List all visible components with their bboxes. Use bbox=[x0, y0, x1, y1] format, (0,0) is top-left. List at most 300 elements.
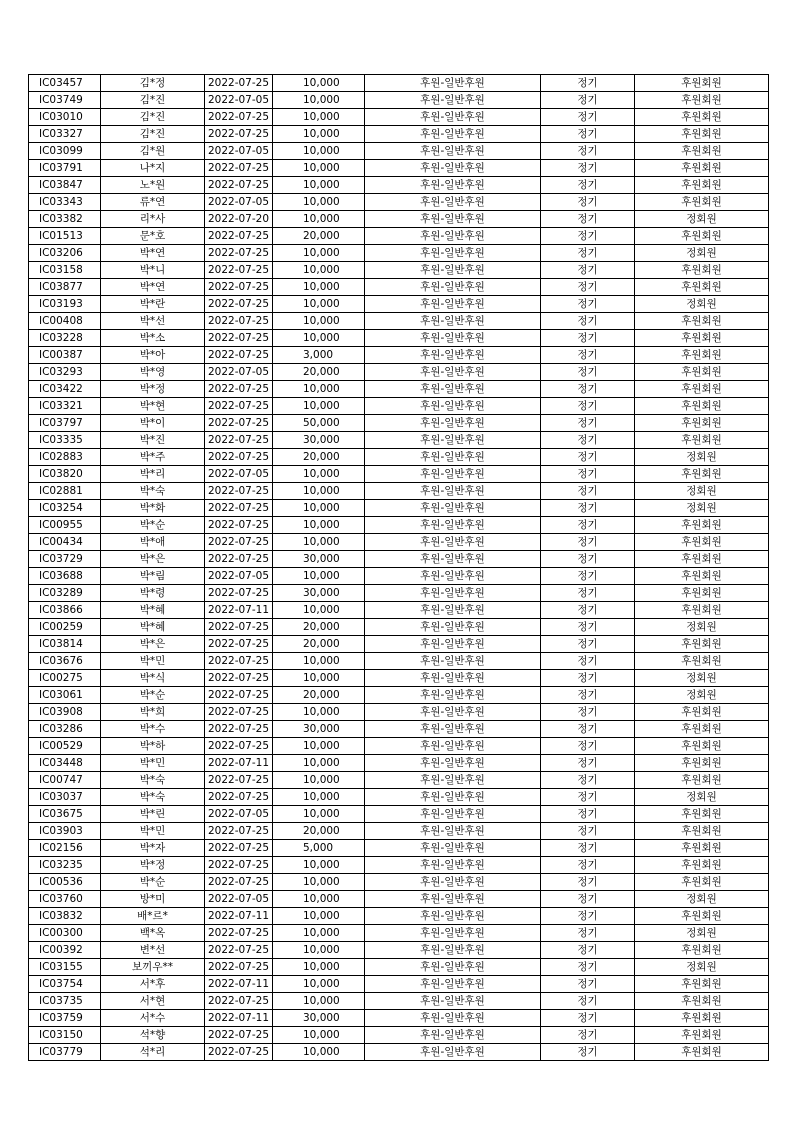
donation-frequency-cell: 정기 bbox=[541, 449, 635, 466]
table-row bbox=[29, 517, 769, 534]
member-grade-cell: 정회원 bbox=[635, 687, 769, 704]
donor-id-cell: IC00259 bbox=[29, 619, 101, 636]
donor-name-cell: 박*은 bbox=[101, 551, 205, 568]
donation-type-cell: 후원-일반후원 bbox=[365, 449, 541, 466]
donation-type-cell: 후원-일반후원 bbox=[365, 92, 541, 109]
donor-name-cell: 박*령 bbox=[101, 585, 205, 602]
donor-id-cell: IC03866 bbox=[29, 602, 101, 619]
donation-amount-cell: 10,000 bbox=[273, 177, 365, 194]
table-row bbox=[29, 602, 769, 619]
donation-frequency-cell: 정기 bbox=[541, 415, 635, 432]
donation-date-cell: 2022-07-25 bbox=[205, 585, 273, 602]
member-grade-cell: 정회원 bbox=[635, 296, 769, 313]
donation-type-cell: 후원-일반후원 bbox=[365, 840, 541, 857]
donation-frequency-cell: 정기 bbox=[541, 891, 635, 908]
donation-frequency-cell: 정기 bbox=[541, 636, 635, 653]
donation-type-cell: 후원-일반후원 bbox=[365, 296, 541, 313]
member-grade-cell: 정회원 bbox=[635, 670, 769, 687]
donation-frequency-cell: 정기 bbox=[541, 483, 635, 500]
donation-date-cell: 2022-07-25 bbox=[205, 109, 273, 126]
donor-id-cell: IC03760 bbox=[29, 891, 101, 908]
member-grade-cell: 후원회원 bbox=[635, 143, 769, 160]
donor-id-cell: IC03877 bbox=[29, 279, 101, 296]
donation-type-cell: 후원-일반후원 bbox=[365, 636, 541, 653]
donor-name-cell: 석*향 bbox=[101, 1027, 205, 1044]
member-grade-cell: 후원회원 bbox=[635, 1044, 769, 1061]
donation-amount-cell: 10,000 bbox=[273, 1027, 365, 1044]
donation-frequency-cell: 정기 bbox=[541, 398, 635, 415]
donation-amount-cell: 10,000 bbox=[273, 245, 365, 262]
donation-type-cell: 후원-일반후원 bbox=[365, 347, 541, 364]
donation-amount-cell: 10,000 bbox=[273, 857, 365, 874]
donor-name-cell: 백*옥 bbox=[101, 925, 205, 942]
donation-amount-cell: 30,000 bbox=[273, 721, 365, 738]
donation-amount-cell: 10,000 bbox=[273, 755, 365, 772]
donor-id-cell: IC03289 bbox=[29, 585, 101, 602]
donation-frequency-cell: 정기 bbox=[541, 381, 635, 398]
member-grade-cell: 후원회원 bbox=[635, 415, 769, 432]
donation-amount-cell: 20,000 bbox=[273, 364, 365, 381]
donation-frequency-cell: 정기 bbox=[541, 908, 635, 925]
table-row bbox=[29, 823, 769, 840]
member-grade-cell: 정회원 bbox=[635, 483, 769, 500]
donation-frequency-cell: 정기 bbox=[541, 857, 635, 874]
donation-type-cell: 후원-일반후원 bbox=[365, 959, 541, 976]
donation-amount-cell: 10,000 bbox=[273, 126, 365, 143]
member-grade-cell: 후원회원 bbox=[635, 347, 769, 364]
table-row bbox=[29, 449, 769, 466]
table-row bbox=[29, 942, 769, 959]
donor-id-cell: IC03908 bbox=[29, 704, 101, 721]
donor-name-cell: 박*영 bbox=[101, 364, 205, 381]
donation-amount-cell: 10,000 bbox=[273, 891, 365, 908]
donation-amount-cell: 10,000 bbox=[273, 874, 365, 891]
donor-id-cell: IC03150 bbox=[29, 1027, 101, 1044]
table-row bbox=[29, 92, 769, 109]
donation-amount-cell: 10,000 bbox=[273, 92, 365, 109]
donation-amount-cell: 20,000 bbox=[273, 636, 365, 653]
donor-id-cell: IC00300 bbox=[29, 925, 101, 942]
member-grade-cell: 후원회원 bbox=[635, 534, 769, 551]
table-row bbox=[29, 993, 769, 1010]
donor-id-cell: IC00747 bbox=[29, 772, 101, 789]
donation-type-cell: 후원-일반후원 bbox=[365, 75, 541, 92]
donation-amount-cell: 30,000 bbox=[273, 432, 365, 449]
table-row bbox=[29, 398, 769, 415]
donation-date-cell: 2022-07-25 bbox=[205, 517, 273, 534]
member-grade-cell: 후원회원 bbox=[635, 993, 769, 1010]
donation-amount-cell: 10,000 bbox=[273, 109, 365, 126]
donation-date-cell: 2022-07-25 bbox=[205, 721, 273, 738]
member-grade-cell: 후원회원 bbox=[635, 517, 769, 534]
donation-amount-cell: 20,000 bbox=[273, 823, 365, 840]
donation-frequency-cell: 정기 bbox=[541, 806, 635, 823]
donor-id-cell: IC03754 bbox=[29, 976, 101, 993]
donation-date-cell: 2022-07-25 bbox=[205, 398, 273, 415]
donation-frequency-cell: 정기 bbox=[541, 993, 635, 1010]
donation-frequency-cell: 정기 bbox=[541, 976, 635, 993]
donor-name-cell: 박*연 bbox=[101, 245, 205, 262]
donation-date-cell: 2022-07-25 bbox=[205, 415, 273, 432]
donation-amount-cell: 10,000 bbox=[273, 330, 365, 347]
donor-name-cell: 박*민 bbox=[101, 755, 205, 772]
member-grade-cell: 후원회원 bbox=[635, 942, 769, 959]
table-row bbox=[29, 177, 769, 194]
donation-frequency-cell: 정기 bbox=[541, 1010, 635, 1027]
donation-date-cell: 2022-07-25 bbox=[205, 670, 273, 687]
table-row bbox=[29, 381, 769, 398]
donation-type-cell: 후원-일반후원 bbox=[365, 109, 541, 126]
donation-amount-cell: 10,000 bbox=[273, 143, 365, 160]
member-grade-cell: 정회원 bbox=[635, 959, 769, 976]
donation-date-cell: 2022-07-11 bbox=[205, 908, 273, 925]
donor-id-cell: IC03037 bbox=[29, 789, 101, 806]
member-grade-cell: 후원회원 bbox=[635, 585, 769, 602]
donor-id-cell: IC03286 bbox=[29, 721, 101, 738]
donation-type-cell: 후원-일반후원 bbox=[365, 738, 541, 755]
donor-name-cell: 박*소 bbox=[101, 330, 205, 347]
donation-frequency-cell: 정기 bbox=[541, 432, 635, 449]
donor-id-cell: IC00392 bbox=[29, 942, 101, 959]
donation-frequency-cell: 정기 bbox=[541, 568, 635, 585]
donor-id-cell: IC03061 bbox=[29, 687, 101, 704]
donation-date-cell: 2022-07-05 bbox=[205, 891, 273, 908]
donor-name-cell: 박*혜 bbox=[101, 602, 205, 619]
donation-frequency-cell: 정기 bbox=[541, 330, 635, 347]
donation-date-cell: 2022-07-05 bbox=[205, 92, 273, 109]
table-row bbox=[29, 738, 769, 755]
donation-amount-cell: 10,000 bbox=[273, 75, 365, 92]
donation-frequency-cell: 정기 bbox=[541, 1044, 635, 1061]
member-grade-cell: 후원회원 bbox=[635, 976, 769, 993]
donation-type-cell: 후원-일반후원 bbox=[365, 925, 541, 942]
table-row bbox=[29, 687, 769, 704]
donation-type-cell: 후원-일반후원 bbox=[365, 585, 541, 602]
donation-date-cell: 2022-07-25 bbox=[205, 483, 273, 500]
donor-name-cell: 박*연 bbox=[101, 279, 205, 296]
donor-id-cell: IC03797 bbox=[29, 415, 101, 432]
table-row bbox=[29, 279, 769, 296]
table-row bbox=[29, 976, 769, 993]
donor-name-cell: 박*혜 bbox=[101, 619, 205, 636]
donation-type-cell: 후원-일반후원 bbox=[365, 534, 541, 551]
donation-frequency-cell: 정기 bbox=[541, 466, 635, 483]
member-grade-cell: 후원회원 bbox=[635, 823, 769, 840]
donation-type-cell: 후원-일반후원 bbox=[365, 177, 541, 194]
donor-name-cell: 석*리 bbox=[101, 1044, 205, 1061]
member-grade-cell: 후원회원 bbox=[635, 177, 769, 194]
donor-name-cell: 박*희 bbox=[101, 704, 205, 721]
donor-name-cell: 김*진 bbox=[101, 109, 205, 126]
donation-amount-cell: 10,000 bbox=[273, 194, 365, 211]
donation-frequency-cell: 정기 bbox=[541, 823, 635, 840]
donation-amount-cell: 20,000 bbox=[273, 687, 365, 704]
table-row bbox=[29, 1010, 769, 1027]
donor-id-cell: IC02883 bbox=[29, 449, 101, 466]
table-row bbox=[29, 313, 769, 330]
donation-frequency-cell: 정기 bbox=[541, 704, 635, 721]
donation-frequency-cell: 정기 bbox=[541, 143, 635, 160]
member-grade-cell: 후원회원 bbox=[635, 364, 769, 381]
donation-date-cell: 2022-07-25 bbox=[205, 551, 273, 568]
donation-type-cell: 후원-일반후원 bbox=[365, 126, 541, 143]
donation-date-cell: 2022-07-25 bbox=[205, 245, 273, 262]
donation-type-cell: 후원-일반후원 bbox=[365, 279, 541, 296]
table-row bbox=[29, 347, 769, 364]
donation-frequency-cell: 정기 bbox=[541, 296, 635, 313]
donation-amount-cell: 10,000 bbox=[273, 483, 365, 500]
member-grade-cell: 후원회원 bbox=[635, 636, 769, 653]
member-grade-cell: 후원회원 bbox=[635, 126, 769, 143]
donor-id-cell: IC03735 bbox=[29, 993, 101, 1010]
donation-amount-cell: 10,000 bbox=[273, 942, 365, 959]
donor-id-cell: IC00529 bbox=[29, 738, 101, 755]
donation-amount-cell: 10,000 bbox=[273, 908, 365, 925]
donation-amount-cell: 10,000 bbox=[273, 789, 365, 806]
donor-name-cell: 박*순 bbox=[101, 687, 205, 704]
donation-frequency-cell: 정기 bbox=[541, 959, 635, 976]
donor-name-cell: 박*주 bbox=[101, 449, 205, 466]
donation-amount-cell: 10,000 bbox=[273, 398, 365, 415]
donation-date-cell: 2022-07-25 bbox=[205, 789, 273, 806]
donation-type-cell: 후원-일반후원 bbox=[365, 976, 541, 993]
member-grade-cell: 후원회원 bbox=[635, 1027, 769, 1044]
donation-frequency-cell: 정기 bbox=[541, 109, 635, 126]
donor-id-cell: IC03814 bbox=[29, 636, 101, 653]
donation-date-cell: 2022-07-25 bbox=[205, 75, 273, 92]
table-row bbox=[29, 228, 769, 245]
donation-type-cell: 후원-일반후원 bbox=[365, 432, 541, 449]
donor-name-cell: 박*민 bbox=[101, 653, 205, 670]
table-row bbox=[29, 636, 769, 653]
donor-id-cell: IC00434 bbox=[29, 534, 101, 551]
table-row bbox=[29, 874, 769, 891]
donation-amount-cell: 10,000 bbox=[273, 211, 365, 228]
donation-date-cell: 2022-07-25 bbox=[205, 313, 273, 330]
donor-name-cell: 김*정 bbox=[101, 75, 205, 92]
member-grade-cell: 정회원 bbox=[635, 925, 769, 942]
donor-name-cell: 김*진 bbox=[101, 92, 205, 109]
donor-id-cell: IC03254 bbox=[29, 500, 101, 517]
donation-date-cell: 2022-07-25 bbox=[205, 381, 273, 398]
donor-name-cell: 박*정 bbox=[101, 857, 205, 874]
donor-id-cell: IC03457 bbox=[29, 75, 101, 92]
donation-date-cell: 2022-07-25 bbox=[205, 687, 273, 704]
donation-amount-cell: 10,000 bbox=[273, 160, 365, 177]
donation-amount-cell: 10,000 bbox=[273, 772, 365, 789]
donor-name-cell: 문*호 bbox=[101, 228, 205, 245]
donation-type-cell: 후원-일반후원 bbox=[365, 1044, 541, 1061]
donation-type-cell: 후원-일반후원 bbox=[365, 262, 541, 279]
donor-id-cell: IC03676 bbox=[29, 653, 101, 670]
donor-id-cell: IC03847 bbox=[29, 177, 101, 194]
donor-name-cell: 박*니 bbox=[101, 262, 205, 279]
donation-type-cell: 후원-일반후원 bbox=[365, 160, 541, 177]
donation-amount-cell: 10,000 bbox=[273, 262, 365, 279]
donor-name-cell: 박*숙 bbox=[101, 789, 205, 806]
table-row bbox=[29, 1027, 769, 1044]
donation-frequency-cell: 정기 bbox=[541, 347, 635, 364]
donation-frequency-cell: 정기 bbox=[541, 262, 635, 279]
table-row bbox=[29, 840, 769, 857]
table-row bbox=[29, 857, 769, 874]
table-row bbox=[29, 483, 769, 500]
donor-id-cell: IC03820 bbox=[29, 466, 101, 483]
member-grade-cell: 후원회원 bbox=[635, 704, 769, 721]
donation-type-cell: 후원-일반후원 bbox=[365, 755, 541, 772]
donor-id-cell: IC02156 bbox=[29, 840, 101, 857]
donor-id-cell: IC03206 bbox=[29, 245, 101, 262]
donation-type-cell: 후원-일반후원 bbox=[365, 381, 541, 398]
member-grade-cell: 후원회원 bbox=[635, 262, 769, 279]
donation-frequency-cell: 정기 bbox=[541, 75, 635, 92]
donation-type-cell: 후원-일반후원 bbox=[365, 228, 541, 245]
member-grade-cell: 후원회원 bbox=[635, 466, 769, 483]
donation-type-cell: 후원-일반후원 bbox=[365, 194, 541, 211]
donation-date-cell: 2022-07-25 bbox=[205, 262, 273, 279]
member-grade-cell: 후원회원 bbox=[635, 228, 769, 245]
donor-name-cell: 박*린 bbox=[101, 806, 205, 823]
donation-frequency-cell: 정기 bbox=[541, 245, 635, 262]
donation-frequency-cell: 정기 bbox=[541, 534, 635, 551]
donation-type-cell: 후원-일반후원 bbox=[365, 993, 541, 1010]
donation-date-cell: 2022-07-25 bbox=[205, 449, 273, 466]
donation-type-cell: 후원-일반후원 bbox=[365, 653, 541, 670]
donation-frequency-cell: 정기 bbox=[541, 364, 635, 381]
donation-date-cell: 2022-07-25 bbox=[205, 857, 273, 874]
donation-frequency-cell: 정기 bbox=[541, 211, 635, 228]
table-row bbox=[29, 619, 769, 636]
table-row bbox=[29, 585, 769, 602]
donor-name-cell: 박*순 bbox=[101, 874, 205, 891]
donation-frequency-cell: 정기 bbox=[541, 755, 635, 772]
donor-name-cell: 박*현 bbox=[101, 398, 205, 415]
table-row bbox=[29, 126, 769, 143]
donor-id-cell: IC03343 bbox=[29, 194, 101, 211]
donor-name-cell: 박*란 bbox=[101, 296, 205, 313]
donation-date-cell: 2022-07-25 bbox=[205, 1027, 273, 1044]
table-row bbox=[29, 755, 769, 772]
member-grade-cell: 후원회원 bbox=[635, 653, 769, 670]
donation-amount-cell: 10,000 bbox=[273, 704, 365, 721]
table-row bbox=[29, 330, 769, 347]
donation-frequency-cell: 정기 bbox=[541, 228, 635, 245]
donation-amount-cell: 30,000 bbox=[273, 1010, 365, 1027]
donor-id-cell: IC03729 bbox=[29, 551, 101, 568]
donor-id-cell: IC03158 bbox=[29, 262, 101, 279]
donation-amount-cell: 10,000 bbox=[273, 602, 365, 619]
donation-frequency-cell: 정기 bbox=[541, 160, 635, 177]
donor-id-cell: IC03759 bbox=[29, 1010, 101, 1027]
donation-table bbox=[28, 74, 769, 1061]
table-row bbox=[29, 245, 769, 262]
donation-type-cell: 후원-일반후원 bbox=[365, 568, 541, 585]
member-grade-cell: 후원회원 bbox=[635, 840, 769, 857]
table-row bbox=[29, 160, 769, 177]
donor-name-cell: 박*애 bbox=[101, 534, 205, 551]
donation-amount-cell: 50,000 bbox=[273, 415, 365, 432]
member-grade-cell: 후원회원 bbox=[635, 738, 769, 755]
donation-amount-cell: 20,000 bbox=[273, 619, 365, 636]
donor-id-cell: IC03335 bbox=[29, 432, 101, 449]
donation-amount-cell: 10,000 bbox=[273, 976, 365, 993]
table-row bbox=[29, 109, 769, 126]
donation-type-cell: 후원-일반후원 bbox=[365, 891, 541, 908]
donation-date-cell: 2022-07-25 bbox=[205, 993, 273, 1010]
donor-name-cell: 김*원 bbox=[101, 143, 205, 160]
donation-date-cell: 2022-07-25 bbox=[205, 500, 273, 517]
member-grade-cell: 후원회원 bbox=[635, 602, 769, 619]
donation-date-cell: 2022-07-25 bbox=[205, 330, 273, 347]
donor-id-cell: IC00275 bbox=[29, 670, 101, 687]
donation-type-cell: 후원-일반후원 bbox=[365, 483, 541, 500]
donation-date-cell: 2022-07-25 bbox=[205, 534, 273, 551]
donor-id-cell: IC03749 bbox=[29, 92, 101, 109]
donation-amount-cell: 30,000 bbox=[273, 551, 365, 568]
table-row bbox=[29, 364, 769, 381]
donation-date-cell: 2022-07-25 bbox=[205, 653, 273, 670]
donation-type-cell: 후원-일반후원 bbox=[365, 364, 541, 381]
donor-name-cell: 나*지 bbox=[101, 160, 205, 177]
donor-name-cell: 변*선 bbox=[101, 942, 205, 959]
donation-date-cell: 2022-07-05 bbox=[205, 466, 273, 483]
donation-date-cell: 2022-07-05 bbox=[205, 364, 273, 381]
member-grade-cell: 후원회원 bbox=[635, 279, 769, 296]
donor-name-cell: 서*현 bbox=[101, 993, 205, 1010]
donor-id-cell: IC03675 bbox=[29, 806, 101, 823]
donation-frequency-cell: 정기 bbox=[541, 789, 635, 806]
donation-frequency-cell: 정기 bbox=[541, 602, 635, 619]
member-grade-cell: 후원회원 bbox=[635, 432, 769, 449]
donation-amount-cell: 3,000 bbox=[273, 347, 365, 364]
donor-name-cell: 박*식 bbox=[101, 670, 205, 687]
donation-amount-cell: 10,000 bbox=[273, 279, 365, 296]
donor-name-cell: 박*은 bbox=[101, 636, 205, 653]
donation-frequency-cell: 정기 bbox=[541, 653, 635, 670]
donation-date-cell: 2022-07-25 bbox=[205, 160, 273, 177]
member-grade-cell: 후원회원 bbox=[635, 92, 769, 109]
donor-id-cell: IC00955 bbox=[29, 517, 101, 534]
donation-type-cell: 후원-일반후원 bbox=[365, 245, 541, 262]
donation-frequency-cell: 정기 bbox=[541, 738, 635, 755]
donor-name-cell: 박*수 bbox=[101, 721, 205, 738]
donation-date-cell: 2022-07-25 bbox=[205, 636, 273, 653]
donor-name-cell: 박*하 bbox=[101, 738, 205, 755]
donation-amount-cell: 10,000 bbox=[273, 738, 365, 755]
donation-amount-cell: 10,000 bbox=[273, 1044, 365, 1061]
donation-amount-cell: 10,000 bbox=[273, 534, 365, 551]
donation-amount-cell: 10,000 bbox=[273, 517, 365, 534]
member-grade-cell: 후원회원 bbox=[635, 1010, 769, 1027]
donation-amount-cell: 10,000 bbox=[273, 925, 365, 942]
donor-id-cell: IC03293 bbox=[29, 364, 101, 381]
donor-id-cell: IC03193 bbox=[29, 296, 101, 313]
donation-date-cell: 2022-07-25 bbox=[205, 228, 273, 245]
member-grade-cell: 후원회원 bbox=[635, 806, 769, 823]
donation-date-cell: 2022-07-25 bbox=[205, 942, 273, 959]
donation-amount-cell: 20,000 bbox=[273, 228, 365, 245]
member-grade-cell: 정회원 bbox=[635, 500, 769, 517]
table-row bbox=[29, 296, 769, 313]
donation-frequency-cell: 정기 bbox=[541, 840, 635, 857]
member-grade-cell: 후원회원 bbox=[635, 568, 769, 585]
donation-amount-cell: 10,000 bbox=[273, 653, 365, 670]
member-grade-cell: 정회원 bbox=[635, 211, 769, 228]
donation-date-cell: 2022-07-05 bbox=[205, 806, 273, 823]
member-grade-cell: 후원회원 bbox=[635, 313, 769, 330]
donation-amount-cell: 10,000 bbox=[273, 381, 365, 398]
donation-date-cell: 2022-07-25 bbox=[205, 296, 273, 313]
